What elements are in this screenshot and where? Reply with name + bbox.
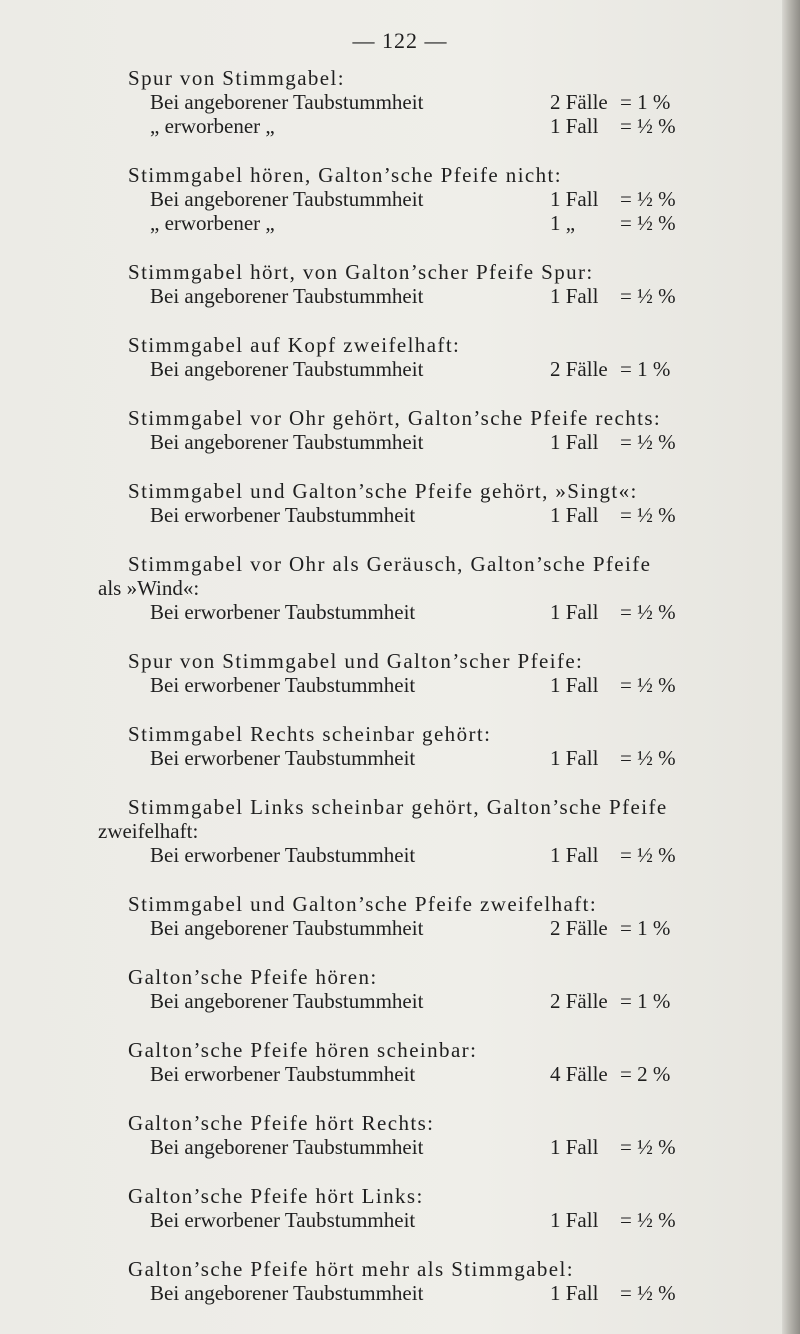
case-percentage: = 1 % [620, 357, 671, 381]
case-row [98, 430, 778, 454]
case-count: 1 Fall [550, 843, 599, 867]
case-row [98, 600, 778, 624]
case-percentage: = ½ % [620, 284, 676, 308]
case-count: 1 Fall [550, 1208, 599, 1232]
finding-section [98, 260, 778, 308]
case-count: 1 Fall [550, 114, 599, 138]
finding-heading: Spur von Stimmgabel: [128, 66, 345, 90]
case-percentage: = ½ % [620, 503, 676, 527]
case-count: 2 Fälle [550, 916, 608, 940]
case-row [98, 989, 778, 1013]
finding-heading: Galton’sche Pfeife hört mehr als Stimmgabel: [128, 1257, 574, 1281]
case-row [98, 211, 778, 235]
case-row [98, 187, 778, 211]
case-row [98, 1281, 778, 1305]
case-percentage: = ½ % [620, 746, 676, 770]
case-row [98, 916, 778, 940]
case-count: 1 Fall [550, 746, 599, 770]
case-row [98, 503, 778, 527]
case-count: 2 Fälle [550, 989, 608, 1013]
case-percentage: = 1 % [620, 989, 671, 1013]
case-row [98, 284, 778, 308]
case-count: 1 Fall [550, 187, 599, 211]
finding-section [98, 66, 778, 138]
case-count: 1 Fall [550, 430, 599, 454]
case-row [98, 843, 778, 867]
case-count: 1 Fall [550, 1135, 599, 1159]
finding-heading: Spur von Stimmgabel und Galton’scher Pfeife: [128, 649, 584, 673]
finding-heading-continuation: zweifelhaft: [98, 819, 199, 843]
finding-section [98, 892, 778, 940]
case-count: 1 Fall [550, 600, 599, 624]
case-count: 2 Fälle [550, 90, 608, 114]
case-label: Bei angeborener Taubstummheit [150, 90, 424, 114]
case-percentage: = 1 % [620, 90, 671, 114]
case-label: Bei erworbener Taubstummheit [150, 1062, 416, 1086]
case-percentage: = ½ % [620, 600, 676, 624]
case-percentage: = ½ % [620, 211, 676, 235]
finding-heading: Stimmgabel und Galton’sche Pfeife zweifelhaft: [128, 892, 598, 916]
case-count: 1 Fall [550, 1281, 599, 1305]
case-percentage: = 2 % [620, 1062, 671, 1086]
case-count: 4 Fälle [550, 1062, 608, 1086]
finding-section [98, 1257, 778, 1305]
finding-heading: Stimmgabel vor Ohr gehört, Galton’sche Pfeife rechts: [128, 406, 662, 430]
finding-section [98, 649, 778, 697]
finding-section [98, 479, 778, 527]
case-count: 1 Fall [550, 503, 599, 527]
finding-section [98, 1111, 778, 1159]
finding-heading: Galton’sche Pfeife hört Links: [128, 1184, 424, 1208]
finding-heading: Stimmgabel hört, von Galton’scher Pfeife Spur: [128, 260, 594, 284]
finding-section [98, 163, 778, 235]
case-label: „ erworbener „ [150, 211, 275, 235]
case-row [98, 1062, 778, 1086]
case-percentage: = ½ % [620, 1135, 676, 1159]
page-number: — 122 — [352, 28, 448, 53]
finding-heading: Galton’sche Pfeife hört Rechts: [128, 1111, 435, 1135]
case-label: Bei angeborener Taubstummheit [150, 430, 424, 454]
finding-heading: Stimmgabel hören, Galton’sche Pfeife nicht: [128, 163, 563, 187]
case-label: Bei erworbener Taubstummheit [150, 843, 416, 867]
finding-section [98, 406, 778, 454]
finding-heading: Stimmgabel auf Kopf zweifelhaft: [128, 333, 461, 357]
finding-heading: Galton’sche Pfeife hören: [128, 965, 378, 989]
case-count: 1 Fall [550, 673, 599, 697]
case-percentage: = ½ % [620, 114, 676, 138]
finding-heading-continuation: als »Wind«: [98, 576, 200, 600]
case-percentage: = ½ % [620, 673, 676, 697]
case-label: Bei angeborener Taubstummheit [150, 916, 424, 940]
case-row [98, 673, 778, 697]
case-percentage: = 1 % [620, 916, 671, 940]
finding-heading: Stimmgabel und Galton’sche Pfeife gehört, »Singt«: [128, 479, 638, 503]
case-row [98, 746, 778, 770]
case-label: Bei erworbener Taubstummheit [150, 503, 416, 527]
case-label: Bei erworbener Taubstummheit [150, 1208, 416, 1232]
case-label: Bei angeborener Taubstummheit [150, 1281, 424, 1305]
case-label: Bei erworbener Taubstummheit [150, 600, 416, 624]
case-label: Bei angeborener Taubstummheit [150, 284, 424, 308]
finding-section [98, 552, 778, 624]
case-label: Bei angeborener Taubstummheit [150, 187, 424, 211]
case-row [98, 357, 778, 381]
case-label: „ erworbener „ [150, 114, 275, 138]
case-percentage: = ½ % [620, 1281, 676, 1305]
finding-section [98, 333, 778, 381]
case-percentage: = ½ % [620, 187, 676, 211]
finding-section [98, 795, 778, 867]
case-row [98, 1208, 778, 1232]
case-label: Bei angeborener Taubstummheit [150, 989, 424, 1013]
case-count: 1 Fall [550, 284, 599, 308]
case-label: Bei erworbener Taubstummheit [150, 746, 416, 770]
case-label: Bei angeborener Taubstummheit [150, 1135, 424, 1159]
case-label: Bei angeborener Taubstummheit [150, 357, 424, 381]
case-row [98, 1135, 778, 1159]
finding-heading: Stimmgabel vor Ohr als Geräusch, Galton’sche Pfeife [128, 552, 652, 576]
case-count: 2 Fälle [550, 357, 608, 381]
case-row [98, 90, 778, 114]
finding-heading: Stimmgabel Links scheinbar gehört, Galton’sche Pfeife [128, 795, 668, 819]
statistics-list [98, 66, 778, 1330]
case-percentage: = ½ % [620, 430, 676, 454]
case-percentage: = ½ % [620, 1208, 676, 1232]
finding-section [98, 1038, 778, 1086]
finding-section [98, 722, 778, 770]
finding-section [98, 965, 778, 1013]
finding-section [98, 1184, 778, 1232]
case-percentage: = ½ % [620, 843, 676, 867]
case-row [98, 114, 778, 138]
case-label: Bei erworbener Taubstummheit [150, 673, 416, 697]
case-count: 1 „ [550, 211, 576, 235]
page-edge [782, 0, 800, 1334]
finding-heading: Stimmgabel Rechts scheinbar gehört: [128, 722, 492, 746]
finding-heading: Galton’sche Pfeife hören scheinbar: [128, 1038, 478, 1062]
